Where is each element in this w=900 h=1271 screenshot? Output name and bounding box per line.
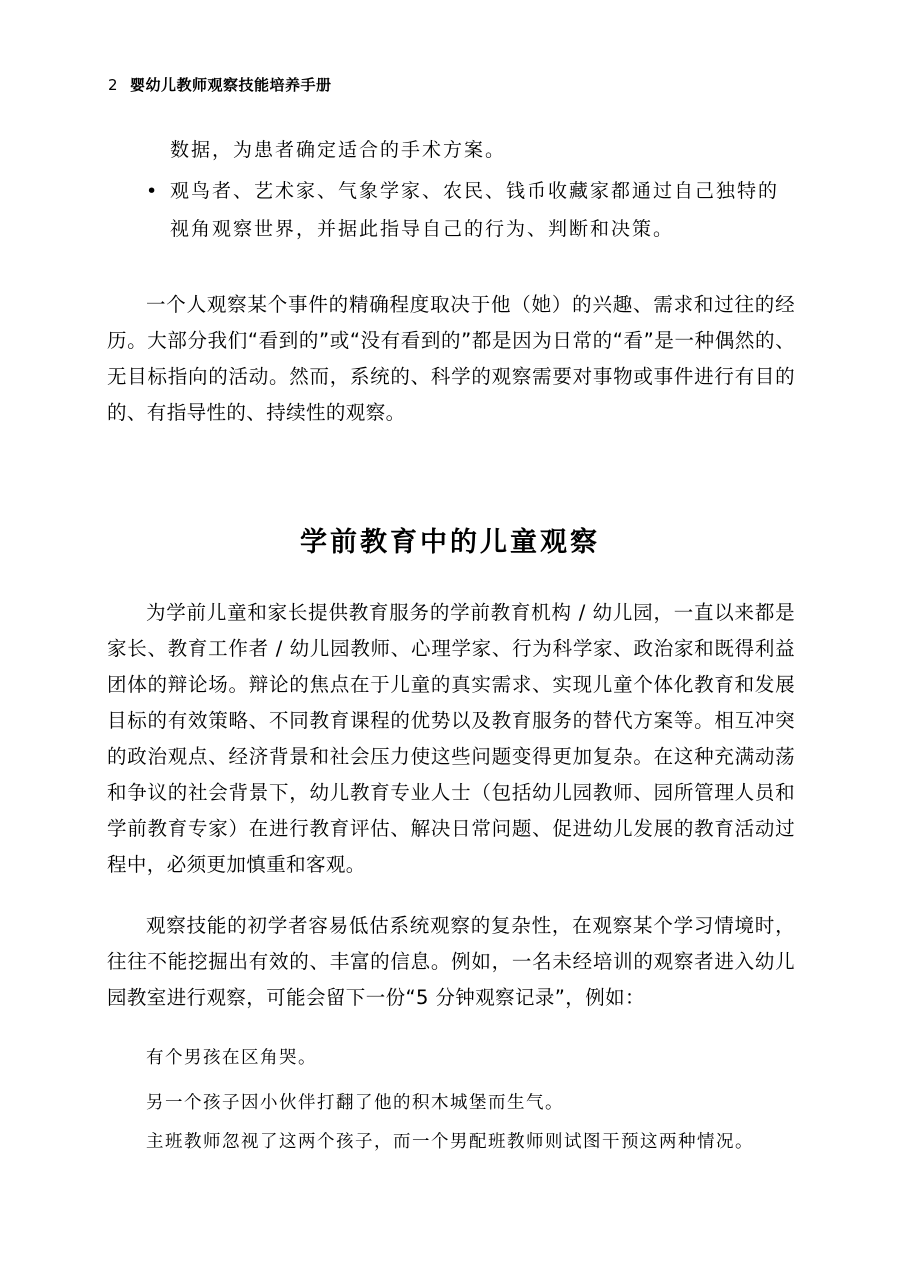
- bullet-text: 观鸟者、艺术家、气象学家、农民、钱币收藏家都通过自己独特的视角观察世界，并据此指导自己的行为、判断和决策。: [170, 180, 780, 240]
- running-header: [108, 74, 332, 95]
- book-title: 婴幼儿教师观察技能培养手册: [130, 76, 332, 94]
- bullet-list-item: [146, 172, 796, 248]
- paragraph-beginner-observers: 观察技能的初学者容易低估系统观察的复杂性，在观察某个学习情境时，往往不能挖掘出有效的、丰富的信息。例如，一名未经培训的观察者进入幼儿园教室进行观察，可能会留下一份“5 分钟观察记录”，例如：: [107, 914, 795, 1009]
- paragraph-observation-precision: 一个人观察某个事件的精确程度取决于他（她）的兴趣、需求和过往的经历。大部分我们“看到的”或“没有看到的”都是因为日常的“看”是一种偶然的、无目标指向的活动。然而，系统的、科学的观察需要对事物或事件进行有目的的、有指导性的、持续性的观察。: [107, 293, 795, 424]
- example-record-line: 有个男孩在区角哭。: [146, 1048, 317, 1068]
- example-record-line: 另一个孩子因小伙伴打翻了他的积木城堡而生气。: [146, 1093, 564, 1113]
- bullet-icon: •: [146, 180, 160, 202]
- example-record-line: 主班教师忽视了这两个孩子，而一个男配班教师则试图干预这两种情况。: [146, 1132, 754, 1152]
- paragraph-preschool-debate: 为学前儿童和家长提供教育服务的学前教育机构 / 幼儿园，一直以来都是家长、教育工作者 / 幼儿园教师、心理学家、行为科学家、政治家和既得利益团体的辩论场。辩论的焦点在于儿童的真实需求、实现儿童个体化教育和发展目标的有效策略、不同教育课程的优势以及教育服务的替代方案等。相互冲突的政治观点、经济背景和社会压力使这些问题变得更加复杂。在这种充满动荡和争议的社会背景下，幼儿教育专业人士（包括幼儿园教师、园所管理人员和学前教育专家）在进行教育评估、解决日常问题、促进幼儿发展的教育活动过程中，必须更加慎重和客观。: [107, 601, 795, 876]
- section-heading: 学前教育中的儿童观察: [300, 527, 600, 558]
- page-number: 2: [108, 76, 119, 94]
- continuation-line: 数据，为患者确定适合的手术方案。: [170, 139, 507, 161]
